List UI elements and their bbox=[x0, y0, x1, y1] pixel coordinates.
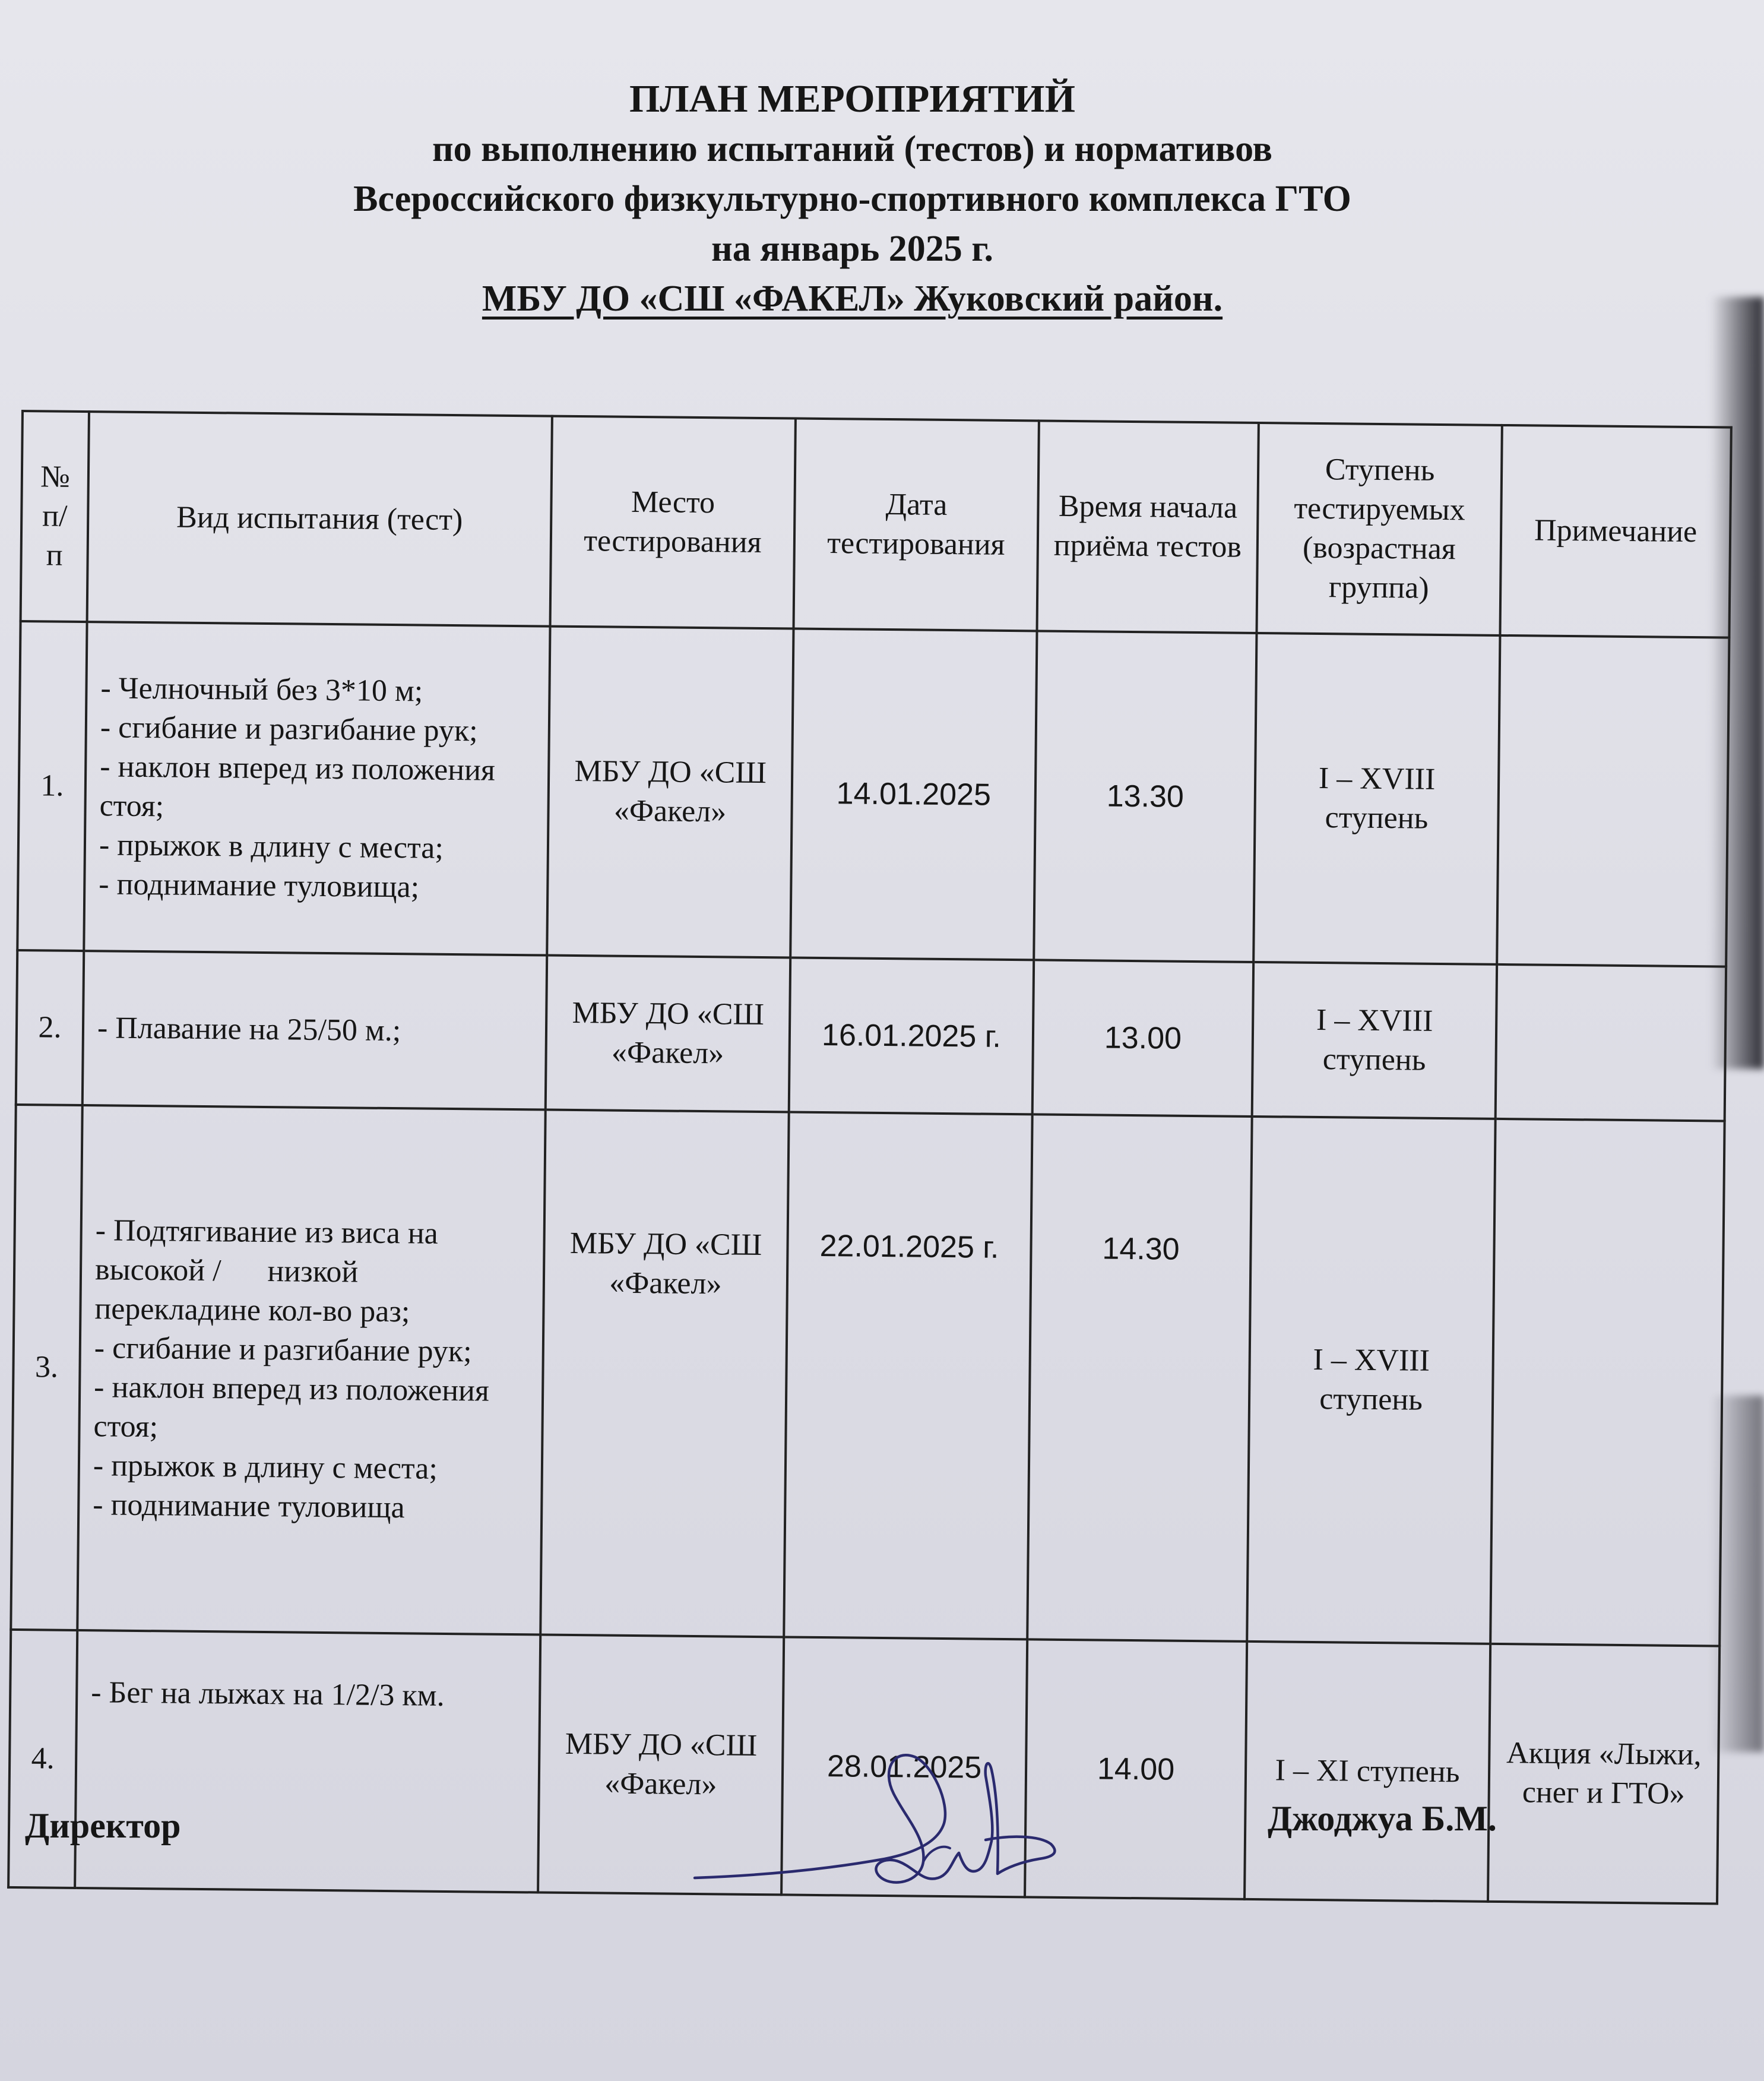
signatory-name: Джоджуа Б.М. bbox=[1268, 1799, 1497, 1838]
header-time: Время начала приёма тестов bbox=[1037, 420, 1259, 633]
header-stage: Ступень тестируемых (возрастная группа) bbox=[1256, 423, 1502, 635]
signature-image bbox=[689, 1740, 1069, 1906]
row-place: МБУ ДО «СШ «Факел» bbox=[547, 627, 793, 958]
row-num: 4. bbox=[8, 1630, 77, 1888]
header-place: Место тестирования bbox=[550, 416, 796, 629]
test-item: - поднимание туловища bbox=[93, 1488, 405, 1525]
plan-table bbox=[7, 410, 1733, 1905]
test-item: - прыжок в длину с места; bbox=[93, 1449, 438, 1486]
row-stage: I – XVIII ступень bbox=[1252, 962, 1497, 1119]
row-tests bbox=[84, 622, 550, 955]
row-date: 14.01.2025 bbox=[790, 629, 1037, 960]
header-num: № п/п bbox=[21, 411, 89, 622]
row-stage: I – XVIII ступень bbox=[1253, 633, 1500, 964]
header-date: Дата тестирования bbox=[794, 419, 1039, 631]
row-note bbox=[1497, 635, 1729, 967]
table-row bbox=[16, 950, 1726, 1121]
document-subtitle-line4: на январь 2025 г. bbox=[711, 229, 993, 269]
test-item: - наклон вперед из положения стоя; bbox=[99, 749, 496, 824]
row-note bbox=[1490, 1119, 1724, 1646]
row-time: 13.30 bbox=[1034, 631, 1256, 962]
test-item: - прыжок в длину с места; bbox=[99, 828, 444, 865]
row-note: Акция «Лыжи, снег и ГТО» bbox=[1488, 1644, 1719, 1904]
row-note bbox=[1496, 964, 1726, 1121]
test-item: - Плавание на 25/50 м.; bbox=[97, 1011, 401, 1048]
row-time: 14.30 bbox=[1027, 1114, 1252, 1642]
table-header-row bbox=[21, 411, 1731, 638]
table-row bbox=[11, 1105, 1724, 1646]
row-stage: I – XI ступень bbox=[1244, 1642, 1490, 1902]
header-note: Примечание bbox=[1500, 425, 1731, 638]
test-item: - сгибание и разгибание рук; bbox=[100, 710, 478, 748]
test-item: - наклон вперед из положения стоя; bbox=[93, 1370, 490, 1444]
document-organization: МБУ ДО «СШ «ФАКЕЛ» Жуковский район. bbox=[482, 279, 1223, 319]
row-num: 2. bbox=[16, 950, 84, 1105]
row-num: 1. bbox=[17, 621, 87, 951]
row-place: МБУ ДО «СШ «Факел» bbox=[538, 1634, 784, 1895]
row-time: 13.00 bbox=[1033, 960, 1253, 1117]
row-date: 16.01.2025 г. bbox=[789, 957, 1034, 1114]
row-time: 14.00 bbox=[1025, 1639, 1247, 1899]
row-date: 28.01.2025 bbox=[781, 1637, 1027, 1897]
row-date: 22.01.2025 г. bbox=[784, 1112, 1032, 1639]
document-subtitle-line2: по выполнению испытаний (тестов) и нормативов bbox=[432, 129, 1273, 169]
document-title: ПЛАН МЕРОПРИЯТИЙ bbox=[629, 77, 1075, 121]
row-tests bbox=[83, 951, 547, 1109]
test-item: - сгибание и разгибание рук; bbox=[94, 1331, 472, 1369]
table-row bbox=[17, 621, 1729, 967]
row-tests bbox=[77, 1105, 545, 1634]
test-item: - Подтягивание из виса на высокой / низкой перекладине кол-во раз; bbox=[94, 1213, 446, 1329]
document-subtitle-line3: Всероссийского физкультурно-спортивного комплекса ГТО bbox=[353, 179, 1351, 219]
test-item: - Бег на лыжах на 1/2/3 км. bbox=[91, 1675, 445, 1713]
row-num: 3. bbox=[11, 1105, 82, 1630]
signatory-title: Директор bbox=[25, 1806, 181, 1845]
row-place: МБУ ДО «СШ «Факел» bbox=[546, 956, 790, 1112]
test-item: - Челночный без 3*10 м; bbox=[100, 671, 423, 709]
row-place: МБУ ДО «СШ «Факел» bbox=[540, 1110, 788, 1637]
row-stage: I – XVIII ступень bbox=[1247, 1117, 1495, 1644]
header-test: Вид испытания (тест) bbox=[87, 412, 552, 626]
document-header bbox=[0, 74, 1705, 324]
row-tests bbox=[75, 1630, 540, 1892]
test-item: - поднимание туловища; bbox=[99, 867, 420, 904]
